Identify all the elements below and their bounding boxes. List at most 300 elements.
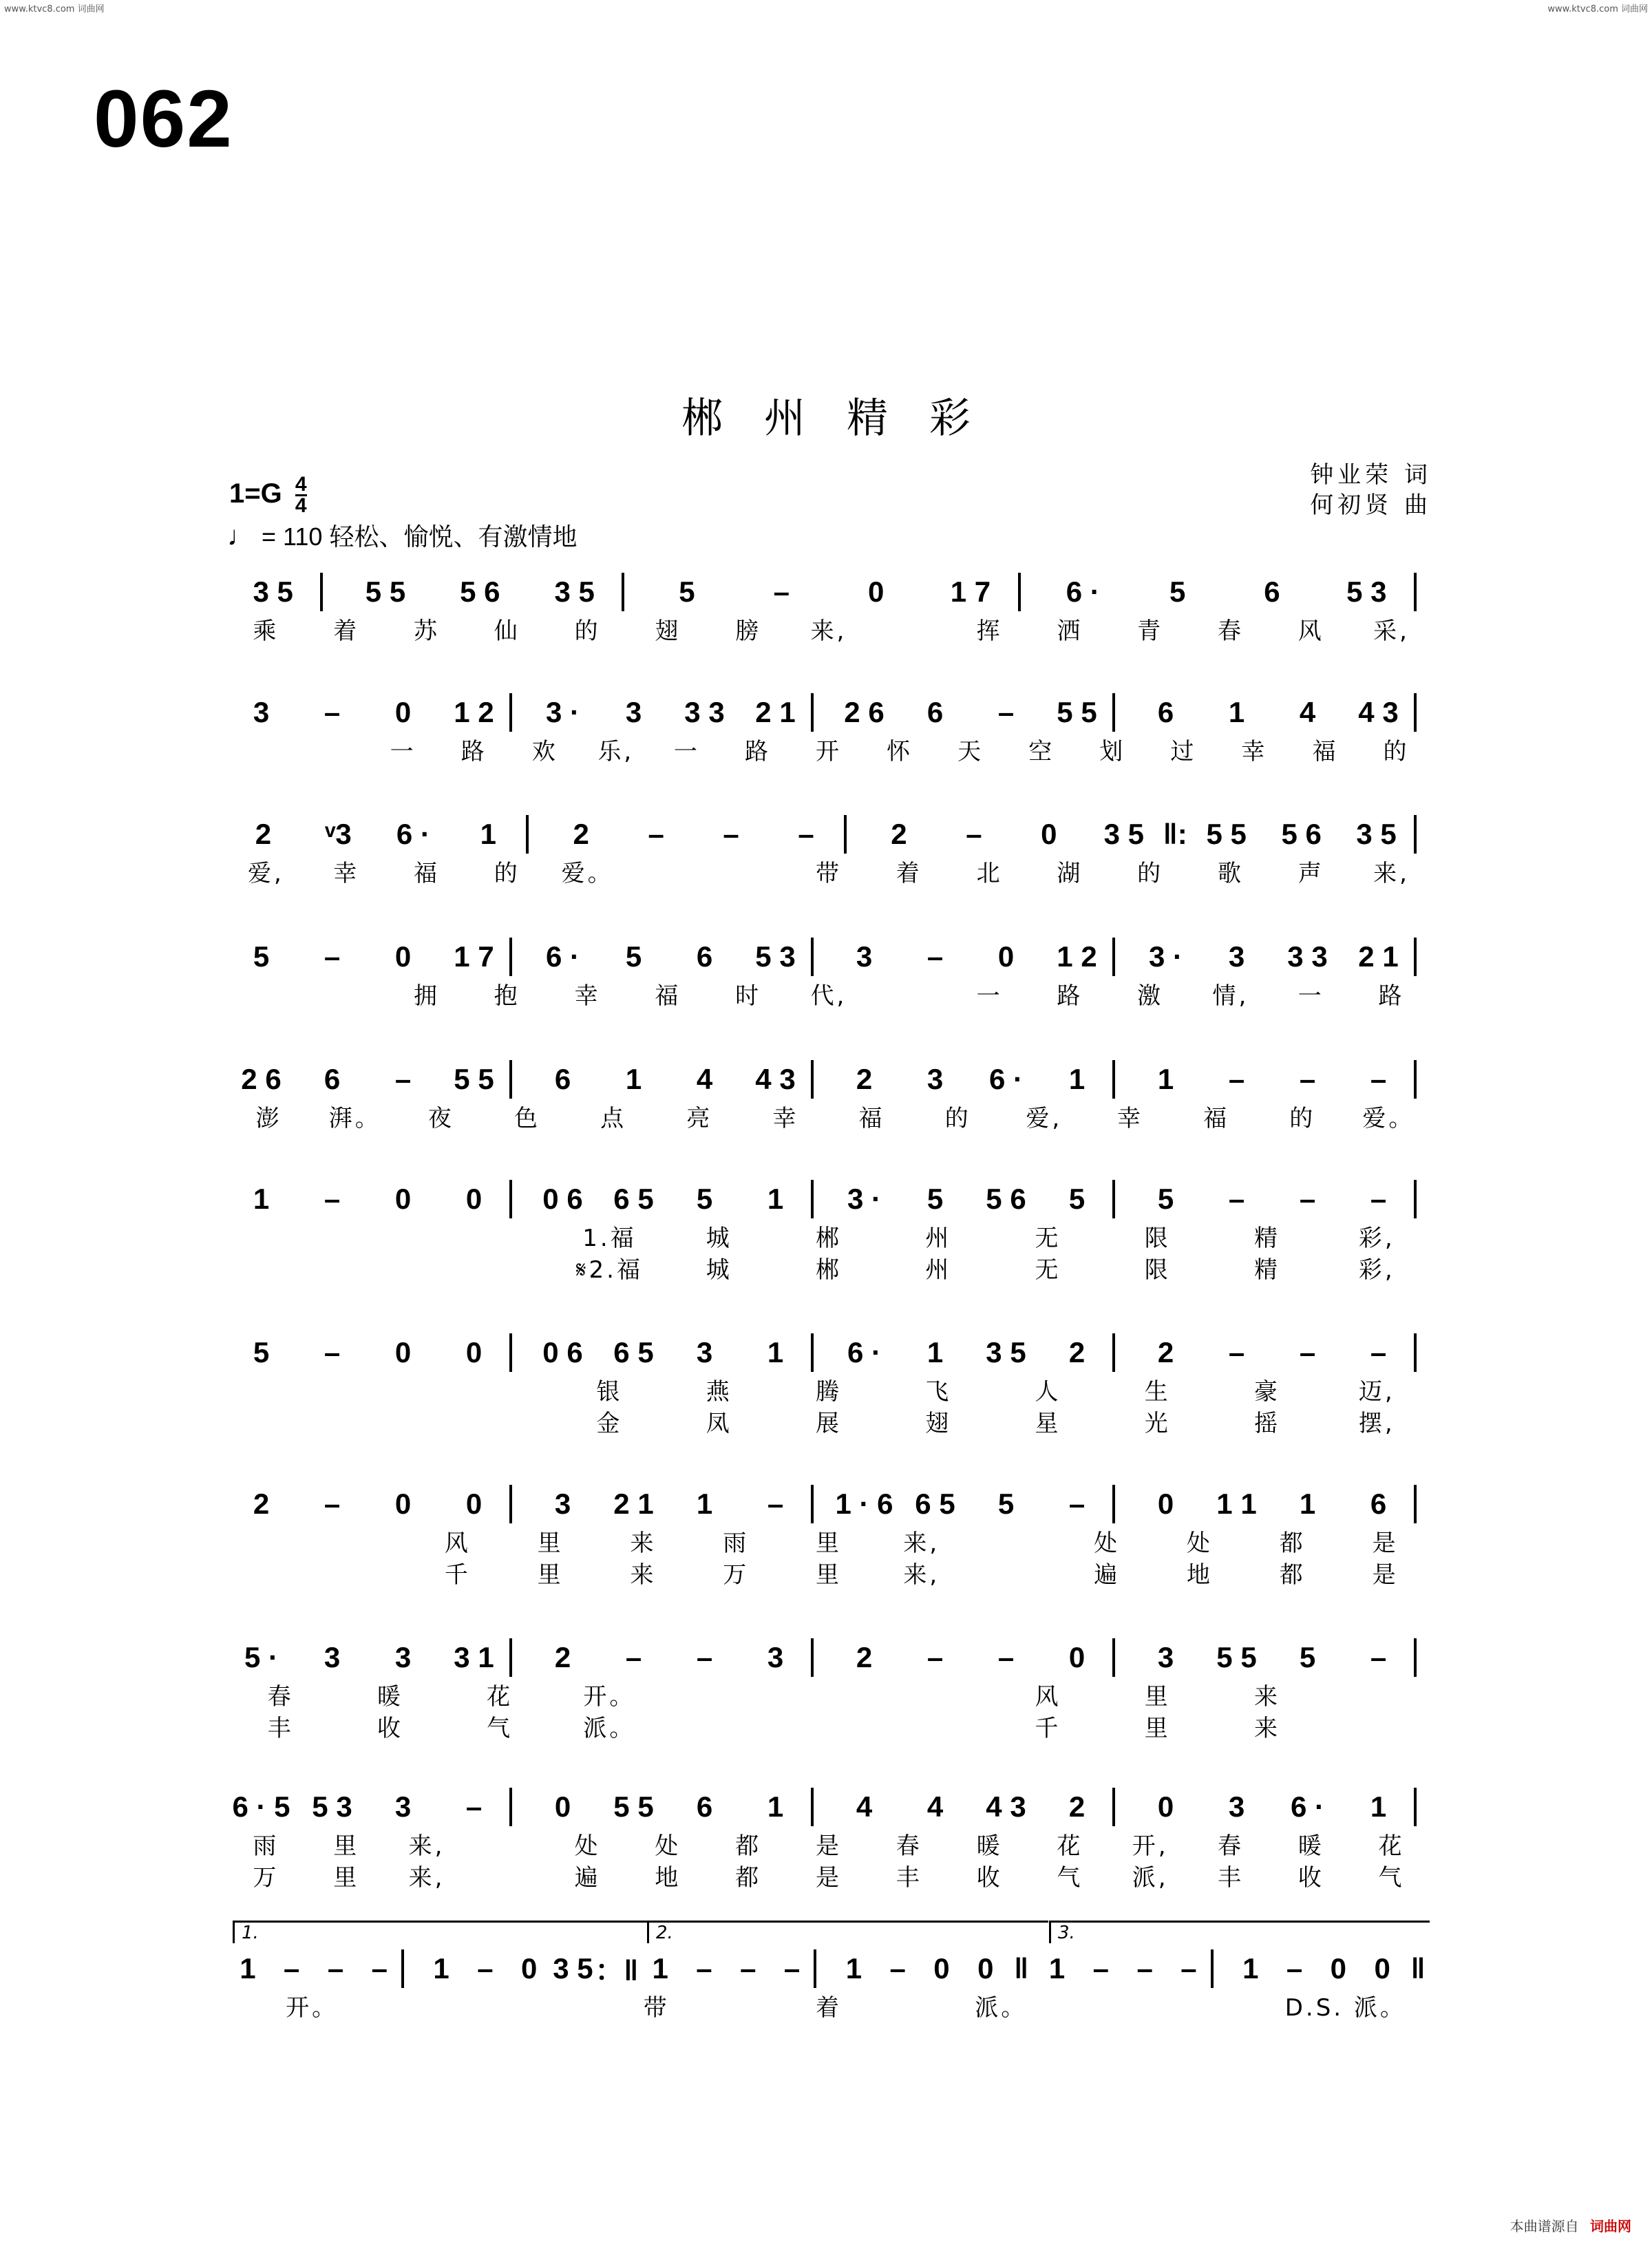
note: 5 5 <box>613 1790 654 1823</box>
lyric-syllable: 开 <box>816 737 843 765</box>
score-line <box>226 1483 1432 1588</box>
note: – <box>767 1488 784 1520</box>
note: 3 <box>394 1790 412 1823</box>
note: 2 <box>1068 1336 1086 1368</box>
lyric-syllable: 色 <box>513 1104 540 1132</box>
note: 5 <box>1299 1641 1316 1673</box>
lyric-syllable: 彩, <box>1358 1256 1395 1284</box>
lyric-syllable: 幸 <box>333 859 360 887</box>
bar-line <box>1211 1949 1229 1988</box>
note: – <box>1299 1183 1316 1215</box>
bar-line <box>401 1949 419 1988</box>
note: 0 <box>394 696 412 728</box>
time-numerator: 4 <box>295 473 307 496</box>
lyric-syllable: 迈, <box>1358 1377 1395 1406</box>
note: 1 <box>433 1952 449 1985</box>
note: 6 <box>696 940 713 973</box>
note: 1 <box>1228 696 1245 728</box>
lyric-syllable: 是 <box>815 1832 842 1860</box>
lyric-syllable: 收 <box>976 1863 1003 1892</box>
bar-line <box>1112 938 1130 976</box>
note: 1 1 <box>1216 1488 1257 1520</box>
notes-row <box>226 1059 1432 1100</box>
volta-bracket: 1. <box>233 1921 648 1943</box>
note: 0 <box>394 940 412 973</box>
score-line <box>226 692 1432 765</box>
note: 3 · <box>1148 940 1183 973</box>
bar-line <box>509 1180 527 1218</box>
note: 0 <box>1041 818 1057 850</box>
note: 6 · 5 <box>232 1790 290 1823</box>
lyric-syllable: 城 <box>706 1224 732 1252</box>
lyric-syllable: 银 <box>596 1377 623 1406</box>
lyric-syllable: 丰 <box>267 1714 294 1742</box>
note: 5 <box>926 1183 944 1215</box>
lyric-syllable: 翅 <box>655 617 681 645</box>
note: 1 <box>767 1790 784 1823</box>
note: 6 <box>554 1063 571 1095</box>
note: 5 5 <box>365 575 406 608</box>
lyric-syllable: 拥 <box>413 982 440 1010</box>
note: 2 <box>856 1063 873 1095</box>
note: 1 <box>253 1183 270 1215</box>
lyric-syllable: 处 <box>574 1832 601 1860</box>
lyric-syllable: 歌 <box>1217 859 1244 887</box>
notes-row <box>226 692 1432 733</box>
note: – <box>284 1952 300 1985</box>
lyric-row-verse2 <box>226 1405 1432 1437</box>
note: 0 <box>1157 1790 1174 1823</box>
note: – <box>1092 1952 1110 1985</box>
note: 1 <box>926 1336 944 1368</box>
lyric-syllable: 限 <box>1144 1224 1171 1252</box>
time-signature <box>295 475 307 516</box>
note: 5 <box>696 1183 713 1215</box>
note: – <box>324 1488 341 1520</box>
note: – <box>648 818 664 850</box>
time-denominator: 4 <box>295 494 307 517</box>
note: 2 1 <box>1358 940 1399 973</box>
lyric-syllable: 翅 <box>925 1409 952 1437</box>
lyric-syllable: 来, <box>1373 859 1410 887</box>
note: 0 <box>465 1183 483 1215</box>
lyric-syllable: 郴 <box>815 1224 842 1252</box>
lyric-syllable: 飞 <box>925 1377 952 1406</box>
note: 0 <box>465 1336 483 1368</box>
lyric-syllable: 苏 <box>413 617 440 645</box>
lyric-syllable: 的 <box>1289 1104 1316 1132</box>
lyric-syllable: 摇 <box>1254 1409 1281 1437</box>
lyric-syllable: 限 <box>1144 1256 1171 1284</box>
bar-line <box>509 1638 527 1677</box>
note: – <box>324 1336 341 1368</box>
note: 5 <box>253 940 270 973</box>
note: 6 <box>324 1063 341 1095</box>
lyric-syllable: 里 <box>815 1529 842 1557</box>
tempo-marking <box>227 518 577 553</box>
lyric-syllable: 划 <box>1099 737 1126 765</box>
lyric-syllable: 丰 <box>896 1863 922 1892</box>
lyric-syllable: 幸 <box>772 1104 799 1132</box>
note: 3 <box>394 1641 412 1673</box>
lyric-syllable: 腾 <box>815 1377 842 1406</box>
note: – <box>1136 1952 1153 1985</box>
bar-line <box>1414 1060 1432 1099</box>
lyric-syllable: 开, <box>1132 1832 1169 1860</box>
lyric-syllable: 气 <box>1057 1863 1083 1892</box>
lyric-syllable: 来, <box>903 1529 940 1557</box>
note: – <box>798 818 814 850</box>
note: 1 <box>696 1488 713 1520</box>
lyric-syllable: 派, <box>1132 1863 1169 1892</box>
lyric-syllable: 路 <box>1378 982 1405 1010</box>
note: 3 <box>856 940 873 973</box>
lyric-syllable: 带 <box>643 1994 670 2022</box>
tempo-value: = 110 <box>262 522 323 551</box>
footer-text: 本曲谱源自 <box>1510 2218 1579 2234</box>
note: 6 <box>1157 696 1174 728</box>
note: – <box>1299 1063 1316 1095</box>
lyric-syllable: 的 <box>1383 737 1410 765</box>
note: 2 6 <box>844 696 885 728</box>
note: – <box>1228 1063 1245 1095</box>
note: 6 · <box>545 940 580 973</box>
lyric-syllable: 花 <box>1378 1832 1405 1860</box>
notes-row <box>226 1483 1432 1525</box>
note: 5 <box>1157 1183 1174 1215</box>
note: – <box>997 696 1015 728</box>
lyric-row <box>226 977 1432 1009</box>
note: – <box>1370 1336 1387 1368</box>
note: – <box>1370 1641 1387 1673</box>
note: 5 <box>253 1336 270 1368</box>
note: 2 1 <box>755 696 796 728</box>
lyric-syllable: 来 <box>630 1561 657 1589</box>
lyric-syllable: 湃。 <box>328 1104 381 1132</box>
lyric-syllable: 气 <box>1378 1863 1405 1892</box>
bar-line <box>844 815 862 854</box>
bar-line <box>1414 693 1432 732</box>
page-number: 062 <box>94 74 233 165</box>
lyric-row-verse2 <box>226 1859 1432 1891</box>
bar-line <box>1112 1060 1130 1099</box>
lyric-syllable: 光 <box>1144 1409 1171 1437</box>
note: 3 1 <box>454 1641 494 1673</box>
note: 6 · <box>847 1336 881 1368</box>
lyric-syllable: 着 <box>896 859 922 887</box>
lyric-syllable: 州 <box>925 1224 952 1252</box>
footer <box>1510 2215 1631 2235</box>
note: – <box>889 1952 906 1985</box>
note: 4 3 <box>755 1063 796 1095</box>
credits <box>1310 460 1432 520</box>
note: 6 · <box>1066 575 1100 608</box>
notes-row <box>226 1178 1432 1220</box>
note: – <box>926 1641 944 1673</box>
note: 1 <box>1068 1063 1086 1095</box>
lyric-syllable: 一 <box>673 737 700 765</box>
lyric-syllable: 豪 <box>1254 1377 1281 1406</box>
notes-row <box>226 1637 1432 1678</box>
lyric-syllable: 里 <box>333 1863 360 1892</box>
lyric-syllable: 遍 <box>1094 1561 1121 1589</box>
note: 5 3 <box>755 940 796 973</box>
lyric-syllable: 地 <box>655 1863 681 1892</box>
note: 5 <box>625 940 642 973</box>
note: – <box>696 1952 712 1985</box>
note: 3 5 <box>554 575 595 608</box>
note: 0 <box>1068 1641 1086 1673</box>
lyric-syllable: 声 <box>1298 859 1324 887</box>
note: 1 2 <box>1057 940 1097 973</box>
note: 5 6 <box>1281 818 1322 850</box>
lyric-syllable: 春 <box>1217 1832 1244 1860</box>
note: – <box>773 575 790 608</box>
lyric-syllable: 花 <box>487 1682 513 1711</box>
lyric-syllable: 来 <box>1254 1682 1281 1711</box>
lyric-syllable: 乘 <box>253 617 279 645</box>
score-line <box>226 571 1432 644</box>
lyric-syllable: 派。 <box>583 1714 636 1742</box>
lyric-syllable: 福 <box>413 859 440 887</box>
lyric-syllable: 的 <box>944 1104 971 1132</box>
lyric-syllable: 福 <box>1312 737 1339 765</box>
note: 3 <box>554 1488 571 1520</box>
note: 3 <box>253 696 270 728</box>
lyric-syllable: D.S. 派。 <box>1284 1994 1406 2022</box>
lyric-syllable: 抱 <box>494 982 520 1010</box>
note: 3 <box>1157 1641 1174 1673</box>
lyric-syllable: 里 <box>1144 1682 1171 1711</box>
lyric-syllable: 开。 <box>583 1682 636 1711</box>
note: 2 <box>573 818 589 850</box>
lyric-syllable: 来, <box>810 617 847 645</box>
composer: 何初贤 曲 <box>1310 491 1432 519</box>
lyric-row <box>226 855 1432 887</box>
note: 3 · <box>847 1183 881 1215</box>
lyric-syllable: 带 <box>815 859 842 887</box>
lyric-syllable: 风 <box>444 1529 471 1557</box>
note: – <box>465 1790 483 1823</box>
lyric-row <box>226 733 1432 765</box>
lyric-syllable: 万 <box>253 1863 279 1892</box>
note: 5 <box>997 1488 1015 1520</box>
lyric-syllable: 收 <box>377 1714 403 1742</box>
lyric-syllable: 州 <box>925 1256 952 1284</box>
note: 0 <box>1157 1488 1174 1520</box>
note: 0 <box>554 1790 571 1823</box>
lyric-syllable: 都 <box>735 1832 762 1860</box>
note: – <box>327 1952 344 1985</box>
bar-line <box>1414 1333 1432 1372</box>
lyric-syllable: 空 <box>1028 737 1055 765</box>
score-line <box>226 936 1432 1009</box>
lyric-syllable: 是 <box>815 1863 842 1892</box>
note: 2 1 <box>613 1488 654 1520</box>
note: 6 5 <box>915 1488 955 1520</box>
bar-line <box>811 938 829 976</box>
note: 1 <box>625 1063 642 1095</box>
bar-line <box>814 1949 832 1988</box>
bar-line <box>509 693 527 732</box>
note: 0 <box>977 1952 994 1985</box>
notes-row <box>226 936 1432 977</box>
note: 2 <box>255 818 272 850</box>
lyric-syllable: 福 <box>655 982 681 1010</box>
lyric-syllable: 暖 <box>976 1832 1003 1860</box>
lyric-syllable: 乐, <box>597 737 635 765</box>
note: 6 5 <box>613 1183 654 1215</box>
note: – <box>696 1641 713 1673</box>
lyric-syllable: 一 <box>1298 982 1324 1010</box>
note: 5 5 <box>1216 1641 1257 1673</box>
bar-line <box>1112 1333 1130 1372</box>
lyric-syllable: 气 <box>487 1714 513 1742</box>
lyric-row <box>226 1525 1432 1556</box>
lyric-syllable: 开。 <box>286 1994 339 2022</box>
note: 0 <box>933 1952 950 1985</box>
lyric-syllable: 的 <box>574 617 601 645</box>
note: 1 <box>652 1952 668 1985</box>
bar-line <box>1414 815 1432 854</box>
lyric-syllable: 城 <box>706 1256 732 1284</box>
note: 3 5 <box>553 1952 593 1985</box>
notes-row <box>226 571 1432 613</box>
lyric-syllable: 着 <box>815 1994 842 2022</box>
note: 2 <box>554 1641 571 1673</box>
lyric-syllable: 暖 <box>1298 1832 1324 1860</box>
bar-line <box>811 1485 829 1523</box>
lyric-syllable: 着 <box>333 617 360 645</box>
lyric-syllable: 地 <box>1187 1561 1214 1589</box>
note: ：‖ <box>595 1954 639 1987</box>
note: 6 · <box>988 1063 1023 1095</box>
note: – <box>324 940 341 973</box>
bar-line <box>509 1788 527 1826</box>
lyric-syllable: 的 <box>494 859 520 887</box>
lyric-syllable: 仙 <box>494 617 520 645</box>
bar-line <box>1414 1485 1432 1523</box>
lyric-syllable: 北 <box>976 859 1003 887</box>
lyric-syllable: 亮 <box>686 1104 713 1132</box>
lyric-syllable: 挥 <box>976 617 1003 645</box>
note: 1 <box>240 1952 256 1985</box>
lyric-syllable: 幸 <box>574 982 601 1010</box>
lyric-syllable: 花 <box>1057 1832 1083 1860</box>
bar-line <box>509 938 527 976</box>
note: 6 <box>696 1790 713 1823</box>
note: 2 <box>1068 1790 1086 1823</box>
note: 3 <box>926 1063 944 1095</box>
lyric-row <box>226 1989 1432 2021</box>
lyric-syllable: 无 <box>1035 1224 1061 1252</box>
lyric-syllable: 遍 <box>574 1863 601 1892</box>
lyric-syllable: 路 <box>744 737 771 765</box>
bar-line <box>509 1485 527 1523</box>
note: – <box>997 1641 1015 1673</box>
note: 0 <box>394 1183 412 1215</box>
watermark-left: www.ktvc8.com 词曲网 <box>4 4 105 14</box>
note: 6 5 <box>613 1336 654 1368</box>
note: ‖ <box>1410 1952 1426 1985</box>
lyric-syllable: 一 <box>390 737 416 765</box>
note: 1 <box>1242 1952 1259 1985</box>
lyric-syllable: 雨 <box>253 1832 279 1860</box>
lyric-syllable: 展 <box>815 1409 842 1437</box>
lyric-syllable: 凤 <box>706 1409 732 1437</box>
note: 0 <box>867 575 885 608</box>
lyric-syllable: 彩, <box>1358 1224 1395 1252</box>
lyric-syllable: 里 <box>333 1832 360 1860</box>
note: 6 <box>926 696 944 728</box>
note: 6 <box>1264 575 1280 608</box>
note: 0 <box>521 1952 538 1985</box>
lyric-syllable: 暖 <box>377 1682 403 1711</box>
lyric-syllable: 都 <box>1279 1561 1306 1589</box>
lyric-syllable: 摆, <box>1358 1409 1395 1437</box>
note: 5 5 <box>1057 696 1097 728</box>
lyric-syllable: 都 <box>1279 1529 1306 1557</box>
lyric-syllable: 湖 <box>1057 859 1083 887</box>
note: 2 6 <box>241 1063 282 1095</box>
lyric-syllable: 1.福 <box>582 1224 637 1252</box>
note: 0 6 <box>542 1336 583 1368</box>
lyric-syllable: 处 <box>655 1832 681 1860</box>
note: – <box>740 1952 756 1985</box>
lyric-syllable: 春 <box>896 1832 922 1860</box>
note: – <box>1228 1336 1245 1368</box>
lyric-syllable: 福 <box>1203 1104 1230 1132</box>
bar-line <box>1414 1180 1432 1218</box>
bar-line <box>811 1180 829 1218</box>
bar-line <box>1414 938 1432 976</box>
bar-line <box>622 573 639 611</box>
note: 4 3 <box>1358 696 1399 728</box>
lyric-syllable: 派。 <box>975 1994 1028 2022</box>
note: 3 <box>1228 940 1245 973</box>
lyric-syllable: 来 <box>1254 1714 1281 1742</box>
note: 2 <box>891 818 907 850</box>
note: – <box>966 818 982 850</box>
lyric-syllable: 春 <box>1217 617 1244 645</box>
note: – <box>394 1063 412 1095</box>
lyric-syllable: 福 <box>858 1104 885 1132</box>
note: 3 5 <box>986 1336 1026 1368</box>
lyric-syllable: 人 <box>1035 1377 1061 1406</box>
note: – <box>625 1641 642 1673</box>
note: 1 <box>480 818 496 850</box>
note: – <box>1068 1488 1086 1520</box>
note: 3 3 <box>1287 940 1328 973</box>
lyric-row-verse2 <box>226 1710 1432 1742</box>
note: 2 <box>253 1488 270 1520</box>
bar-line <box>509 1060 527 1099</box>
bar-line <box>811 1333 829 1372</box>
note: – <box>1299 1336 1316 1368</box>
lyric-row-verse2 <box>226 1251 1432 1283</box>
note: 6 · <box>1290 1790 1324 1823</box>
lyric-syllable: 处 <box>1094 1529 1121 1557</box>
note: – <box>371 1952 388 1985</box>
note: 3 3 <box>684 696 725 728</box>
lyricist: 钟业荣 词 <box>1310 461 1432 489</box>
note: 4 <box>1299 696 1316 728</box>
score-line <box>226 1923 1432 2022</box>
note: 1 · 6 <box>835 1488 893 1520</box>
lyric-syllable: 处 <box>1187 1529 1214 1557</box>
lyric-syllable: 𝄋2.福 <box>575 1256 643 1284</box>
lyric-syllable: 里 <box>1144 1714 1171 1742</box>
